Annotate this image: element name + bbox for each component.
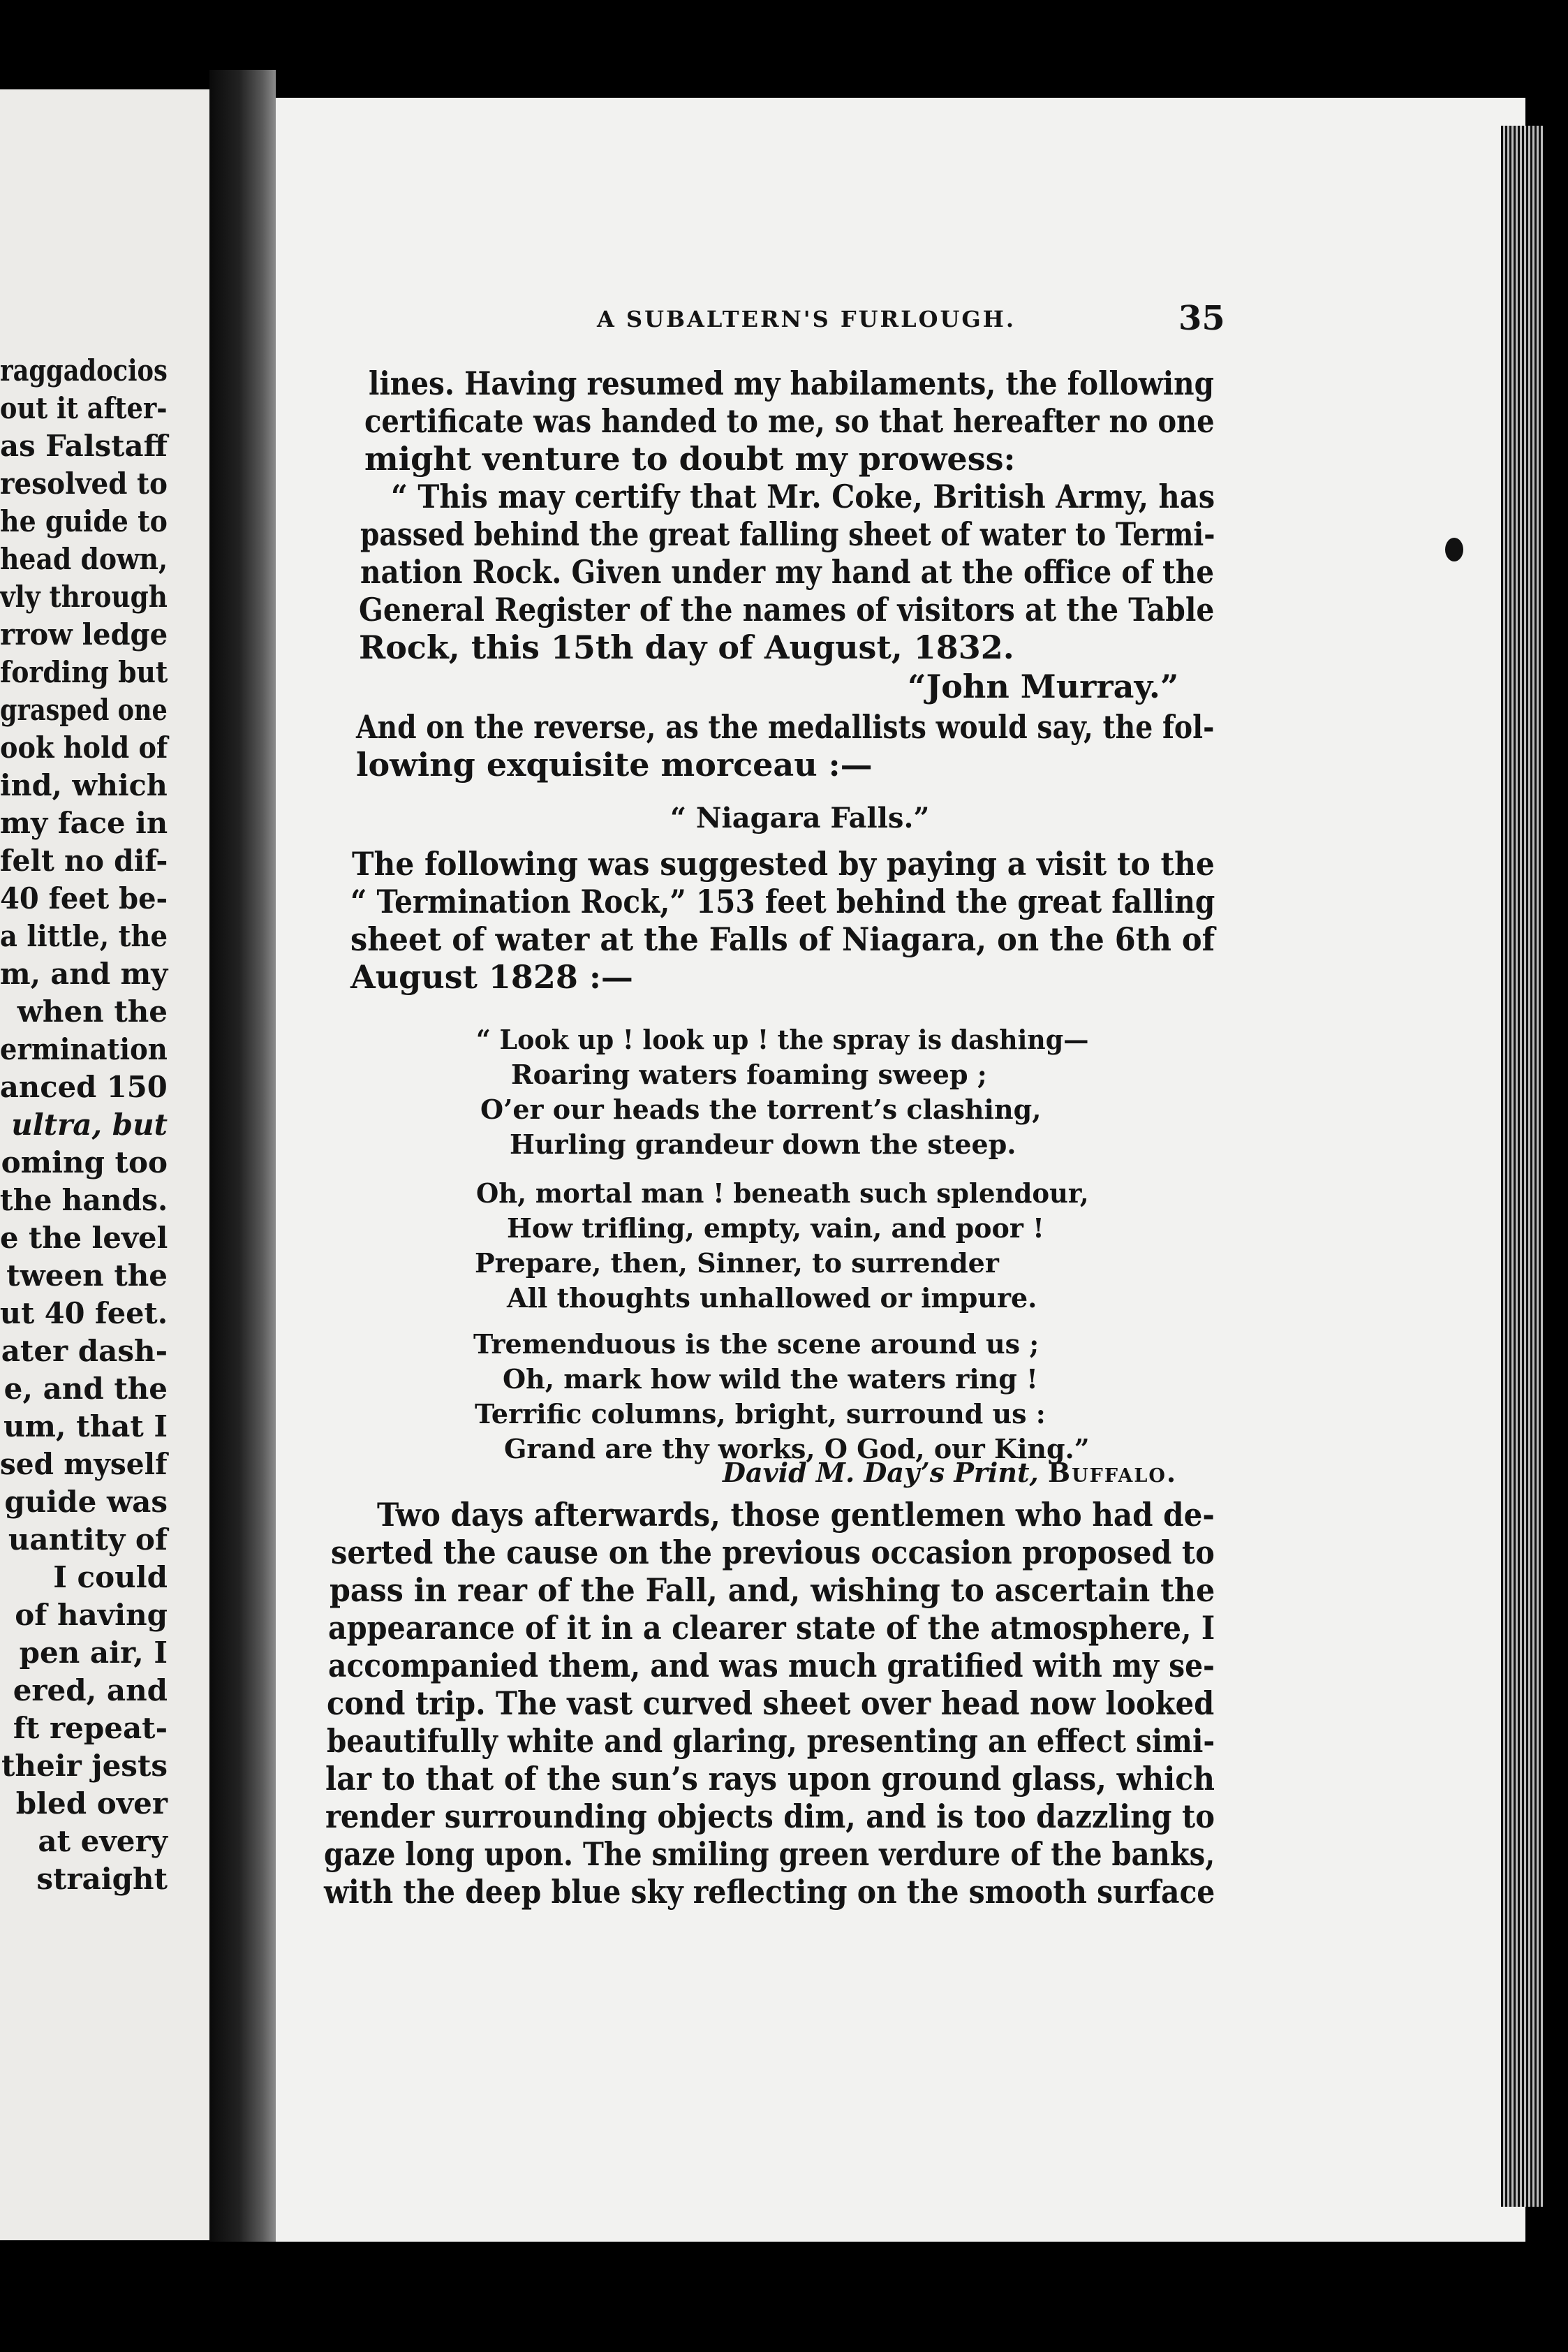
left-page-line: when the xyxy=(17,994,168,1029)
left-page-line: straight xyxy=(36,1862,168,1896)
poem-line: O’er our heads the torrent’s clashing, xyxy=(480,1094,1042,1125)
book-gutter-shadow xyxy=(209,70,276,2242)
text-line: gaze long upon. The smiling green verdure of the banks, xyxy=(324,1835,1215,1873)
text-line: beautifully white and glaring, presenting an effect simi- xyxy=(327,1722,1215,1760)
left-page-line: bled over xyxy=(15,1786,168,1821)
left-page-line: ater dash- xyxy=(1,1334,168,1368)
left-page-line: out it after- xyxy=(0,391,168,425)
text-line: lowing exquisite morceau :— xyxy=(356,746,873,784)
left-page-line: uantity of xyxy=(8,1522,168,1557)
left-page-line: of having xyxy=(15,1598,168,1632)
left-page-line: tween the xyxy=(6,1258,168,1293)
poem-title: “ Niagara Falls.” xyxy=(670,802,930,835)
poem-line: Oh, mark how wild the waters ring ! xyxy=(503,1363,1038,1395)
poem-line: How trifling, empty, vain, and poor ! xyxy=(507,1212,1044,1244)
left-page-line: ut 40 feet. xyxy=(0,1296,168,1330)
text-line: Rock, this 15th day of August, 1832. xyxy=(359,629,1014,666)
text-line: serted the cause on the previous occasion proposed to xyxy=(331,1534,1215,1571)
running-head: A SUBALTERN'S FURLOUGH. xyxy=(597,306,1016,332)
left-page-line: as Falstaff xyxy=(0,429,168,463)
ink-blot xyxy=(1445,538,1463,561)
left-page-line: my face in xyxy=(0,806,168,840)
text-line: The following was suggested by paying a visit to the xyxy=(352,845,1215,883)
text-line: “ Termination Rock,” 153 feet behind the great falling xyxy=(350,883,1215,920)
text-line: with the deep blue sky reflecting on the smooth surface xyxy=(324,1873,1215,1911)
left-page-line: I could xyxy=(53,1560,168,1594)
left-page-line: m, and my xyxy=(0,957,168,991)
left-page-line: he guide to xyxy=(0,504,168,538)
left-page-line: vly through xyxy=(0,580,168,614)
left-page-line: raggadocios xyxy=(0,353,168,388)
certificate-signature: “John Murray.” xyxy=(908,668,1179,705)
text-line: August 1828 :— xyxy=(350,958,633,996)
poem-line: Prepare, then, Sinner, to surrender xyxy=(475,1247,999,1279)
poem-line: Grand are thy works, O God, our King.” xyxy=(504,1433,1090,1464)
left-page-line: ermination xyxy=(0,1032,168,1066)
text-line: appearance of it in a clearer state of the atmosphere, I xyxy=(328,1609,1215,1647)
poem-line: “ Look up ! look up ! the spray is dashing— xyxy=(476,1024,1089,1055)
text-line: render surrounding objects dim, and is too dazzling to xyxy=(325,1798,1215,1835)
imprint-city: Buffalo. xyxy=(1048,1457,1178,1488)
left-page-line: their jests xyxy=(1,1749,168,1783)
text-line: Two days afterwards, those gentlemen who had de- xyxy=(377,1496,1215,1534)
poem-line: Terrific columns, bright, surround us : xyxy=(475,1398,1046,1429)
left-page-line: fording but xyxy=(0,655,168,689)
text-line: General Register of the names of visitors at the Table xyxy=(359,591,1215,629)
left-page-line: ultra, but xyxy=(11,1108,168,1142)
left-page-line: oming too xyxy=(1,1145,168,1179)
previous-page-fragment xyxy=(0,89,209,2240)
left-page-line: anced 150 xyxy=(0,1070,168,1104)
left-page-line: 40 feet be- xyxy=(0,881,168,916)
text-line: lines. Having resumed my habilaments, the following xyxy=(369,365,1214,402)
left-page-line: e the level xyxy=(0,1221,168,1255)
left-page-line: sed myself xyxy=(0,1447,168,1481)
page-edge-stack xyxy=(1501,126,1543,2207)
left-page-line: head down, xyxy=(0,542,168,576)
poem-line: All thoughts unhallowed or impure. xyxy=(507,1282,1037,1314)
imprint-printer: David M. Day’s Print, xyxy=(723,1457,1039,1488)
text-line: certificate was handed to me, so that hereafter no one xyxy=(364,402,1215,440)
left-page-line: a little, the xyxy=(0,919,168,953)
poem-line: Roaring waters foaming sweep ; xyxy=(511,1059,987,1090)
page-number: 35 xyxy=(1178,299,1225,338)
left-page-line: ft repeat- xyxy=(13,1711,168,1745)
left-page-line: guide was xyxy=(4,1485,168,1519)
left-page-line: pen air, I xyxy=(19,1636,168,1670)
left-page-line: e, and the xyxy=(3,1372,168,1406)
poem-line: Tremenduous is the scene around us ; xyxy=(473,1328,1040,1360)
text-line: “ This may certify that Mr. Coke, British Army, has xyxy=(391,478,1215,515)
text-line: lar to that of the sun’s rays upon ground glass, which xyxy=(325,1760,1215,1798)
left-page-line: ook hold of xyxy=(0,730,168,765)
left-page-line: um, that I xyxy=(3,1409,168,1443)
text-line: sheet of water at the Falls of Niagara, on the 6th of xyxy=(350,920,1215,958)
poem-line: Hurling grandeur down the steep. xyxy=(510,1129,1016,1160)
left-page-line: ind, which xyxy=(0,768,168,802)
poem-line: Oh, mortal man ! beneath such splendour, xyxy=(476,1177,1089,1209)
text-line: nation Rock. Given under my hand at the office of the xyxy=(360,553,1215,591)
left-page-line: felt no dif- xyxy=(0,844,168,878)
text-line: pass in rear of the Fall, and, wishing to ascertain the xyxy=(330,1571,1215,1609)
text-line: passed behind the great falling sheet of water to Termi- xyxy=(360,515,1215,553)
left-page-line: resolved to xyxy=(0,466,168,501)
left-page-line: at every xyxy=(38,1824,168,1858)
left-page-line: the hands. xyxy=(0,1183,168,1217)
text-line: And on the reverse, as the medallists would say, the fol- xyxy=(356,708,1215,746)
left-page-line: ered, and xyxy=(13,1673,168,1707)
text-line: cond trip. The vast curved sheet over head now looked xyxy=(327,1684,1215,1722)
printer-imprint xyxy=(723,1457,1177,1488)
text-line: accompanied them, and was much gratified with my se- xyxy=(328,1647,1215,1684)
left-page-line: grasped one xyxy=(0,693,168,727)
text-line: might venture to doubt my prowess: xyxy=(364,440,1016,478)
left-page-line: rrow ledge xyxy=(0,617,168,652)
